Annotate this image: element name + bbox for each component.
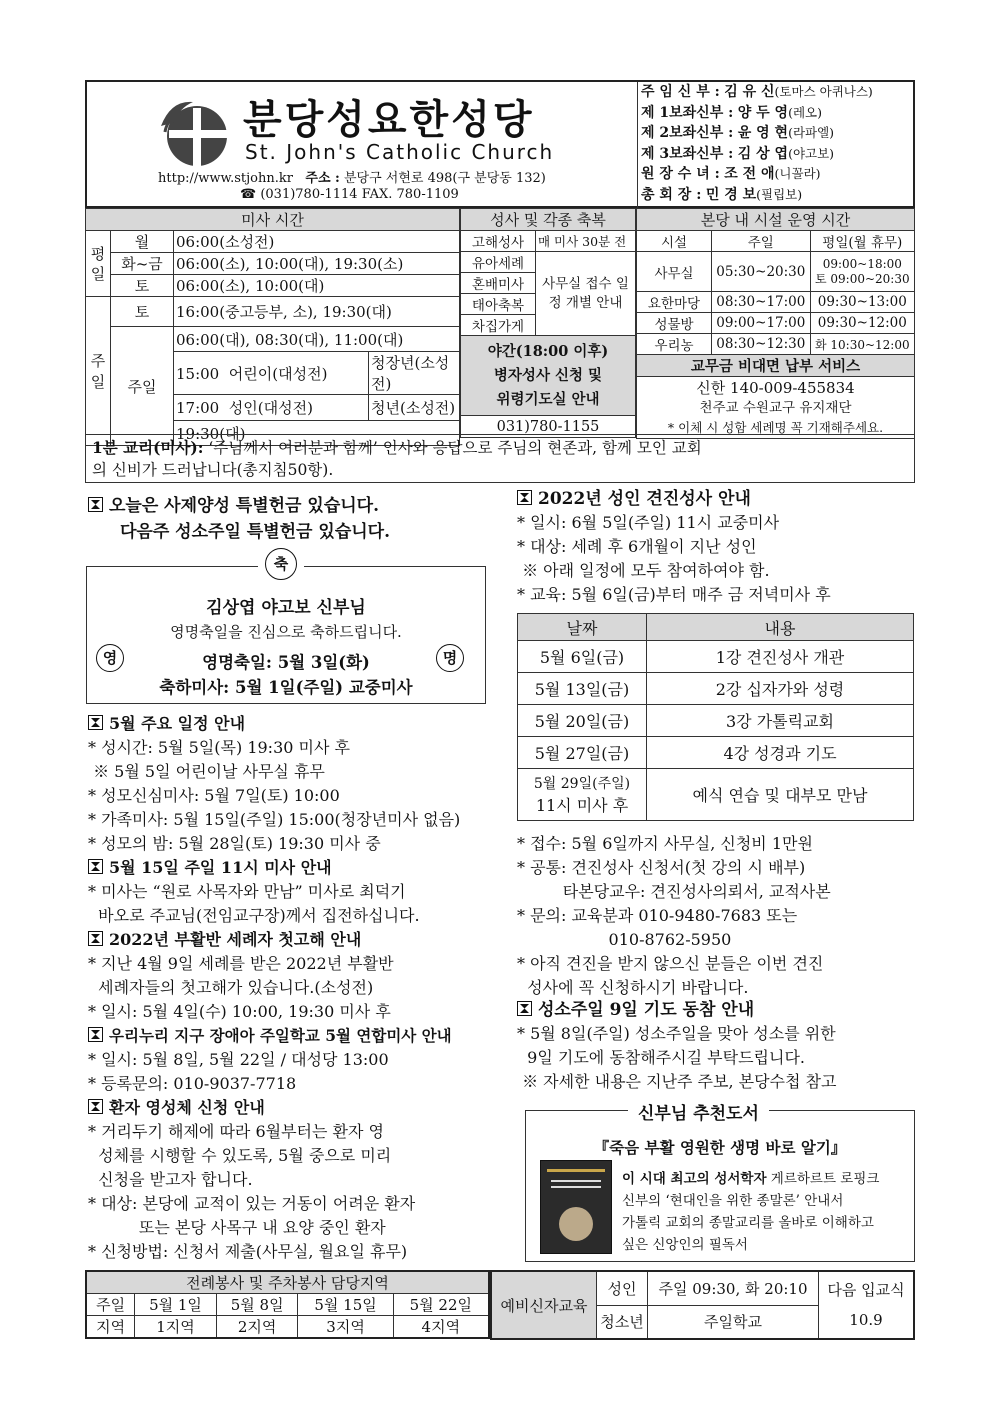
- duty-cell: 지역: [86, 1316, 135, 1339]
- church-english-name: St. John's Catholic Church: [245, 140, 555, 164]
- mass-time: 19:30(대): [174, 421, 460, 446]
- mass-time: 06:00(소성전): [174, 231, 460, 253]
- notice-line: 타본당교우: 견진성사의뢰서, 교적사본: [517, 882, 831, 901]
- sacrament-item: 태아축복: [461, 294, 536, 315]
- mass-title: 미사 시간: [86, 209, 460, 231]
- section-title: 5월 15일 주일 11시 미사 안내: [88, 856, 488, 880]
- section-mark-icon: [88, 859, 103, 874]
- youth-class: 주일학교: [648, 1305, 819, 1339]
- sacrament-item: 유아세례: [461, 252, 536, 273]
- duty-cell: 5월 15일: [298, 1294, 393, 1316]
- confirmation-details: [517, 832, 917, 1000]
- sunday-label: 주일: [86, 297, 111, 446]
- notice-line: * 아직 견진을 받지 않으신 분들은 이번 견진: [517, 954, 824, 973]
- vocation-title: 성소주일 9일 기도 동참 안내: [538, 1000, 755, 1020]
- congrats-mass: 축하미사: 5월 1일(주일) 교중미사: [159, 678, 413, 697]
- book-title: 『죽음 부활 영원한 생명 바로 알기』: [593, 1138, 847, 1157]
- notice-line: * 가족미사: 5월 15일(주일) 15:00(청장년미사 없음): [88, 810, 461, 829]
- collection-notice: 오늘은 사제양성 특별헌금 있습니다. 다음주 성소주일 특별헌금 있습니다.: [88, 493, 390, 545]
- youth-label: 청소년: [597, 1305, 648, 1339]
- notice-line: * 일시: 5월 8일, 5월 22일 / 대성당 13:00: [88, 1050, 389, 1069]
- mass-day: 화~금: [111, 253, 174, 275]
- facility-header: 평일(월 휴무): [810, 231, 914, 252]
- notice-line: * 문의: 교육분과 010-9480-7683 또는: [517, 906, 798, 925]
- notice-line: * 거리두기 해제에 따라 6월부터는 환자 영: [88, 1122, 384, 1141]
- table-content: 4강 성경과 기도: [647, 737, 914, 769]
- notice-line: * 접수: 5월 6일까지 사무실, 신청비 1만원: [517, 834, 813, 853]
- facility-sunday: 08:30~12:30: [712, 334, 811, 355]
- table-date: 5월 29일(주일) 11시 미사 후: [518, 769, 647, 821]
- donation-info: 신한 140-009-455834 천주교 수원교구 유지재단 * 이체 시 성함 세례명 꼭 기재해주세요.: [637, 377, 915, 439]
- mass-time-table: [85, 208, 460, 446]
- section-title: 2022년 부활반 세례자 첫고해 안내: [88, 928, 488, 952]
- donation-title: 교무금 비대면 납부 서비스: [637, 355, 915, 377]
- clergy-item: 제 1보좌신부 : 양 두 영(레오): [641, 104, 822, 121]
- congrats-name: 김상엽 야고보 신부님: [206, 598, 366, 618]
- table-content: 3강 가톨릭교회: [647, 705, 914, 737]
- notice-line: * 등록문의: 010-9037-7718: [88, 1074, 297, 1093]
- section-mark-icon: [88, 715, 103, 730]
- book-header: 신부님 추천도서: [628, 1099, 769, 1124]
- facility-header: 시설: [637, 231, 712, 252]
- catechumen-label: 예비신자교육: [491, 1271, 597, 1339]
- confirmation-title: 2022년 성인 견진성사 안내: [538, 489, 751, 509]
- notice-line: * 성시간: 5월 5일(목) 19:30 미사 후: [88, 738, 350, 757]
- mass-time: 15:00 어린이(대성전): [174, 352, 369, 395]
- mass-day: 월: [111, 231, 174, 253]
- congrats-left-char: 영: [96, 644, 124, 672]
- book-description: 이 시대 최고의 성서학자 게르하르트 로핑크 신부의 ‘현대인을 위한 종말론’ 안내서 가톨릭 교회의 종말교리를 올바로 이해하고 싶은 신앙인의 필독서: [622, 1171, 880, 1253]
- notice-line: * 일시: 5월 4일(수) 10:00, 19:30 미사 후: [88, 1002, 391, 1021]
- notice-line: ※ 5월 5일 어린이날 사무실 휴무: [88, 762, 325, 781]
- church-title: 분당성요한성당: [243, 97, 535, 143]
- table-header: 내용: [647, 614, 914, 641]
- table-content: 예식 연습 및 대부모 만남: [647, 769, 914, 821]
- duty-cell: 주일: [86, 1294, 135, 1316]
- catechumen-table: [490, 1270, 915, 1340]
- congrats-badge-icon: 축: [258, 548, 304, 586]
- weekday-label: 평일: [86, 231, 111, 297]
- facility-weekday: 09:30~12:00: [810, 313, 914, 334]
- mass-day: 토: [111, 275, 174, 297]
- notice-line: * 대상: 세례 후 6개월이 지난 성인: [517, 537, 757, 556]
- notice-line: ※ 아래 일정에 모두 참여하여야 함.: [517, 561, 770, 580]
- table-date: 5월 20일(금): [518, 705, 647, 737]
- notice-line: * 교육: 5월 6일(금)부터 매주 금 저녁미사 후: [517, 585, 831, 604]
- section-mark-icon: [517, 490, 532, 505]
- notice-line: 010-8762-5950: [517, 930, 732, 949]
- notice-line: * 미사는 “원로 사목자와 만남” 미사로 최덕기: [88, 882, 406, 901]
- facility-sunday: 09:00~17:00: [712, 313, 811, 334]
- facility-name: 우리농: [637, 334, 712, 355]
- notice-line: 9일 기도에 동참해주시길 부탁드립니다.: [517, 1048, 805, 1067]
- website-link[interactable]: http://www.stjohn.kr: [158, 171, 293, 186]
- confession-time: 매 미사 30분 전: [536, 231, 636, 252]
- duty-cell: 3지역: [298, 1316, 393, 1339]
- duty-cell: 5월 8일: [216, 1294, 298, 1316]
- section-title: 우리누리 지구 장애아 주일학교 5월 연합미사 안내: [88, 1024, 488, 1048]
- clergy-item: 총 회 장 : 민 경 보(필립보): [641, 186, 803, 203]
- header-address-line: [158, 167, 546, 186]
- sacraments-table: [460, 208, 636, 438]
- mass-time: 청장년(소성전): [369, 352, 460, 395]
- table-content: 1강 견진성사 개관: [647, 641, 914, 673]
- congrats-date: 영명축일: 5월 3일(화): [202, 653, 370, 672]
- mass-day: 주일: [111, 327, 174, 446]
- facility-name: 사무실: [637, 252, 712, 292]
- mass-time: 청년(소성전): [369, 395, 460, 421]
- confession-label: 고해성사: [461, 231, 536, 252]
- notice-line: * 성모신심미사: 5월 7일(토) 10:00: [88, 786, 340, 805]
- book-cover-image: [540, 1160, 612, 1254]
- address: 분당구 서현로 498(구 분당동 132): [343, 171, 546, 186]
- notice-line: 성사에 꼭 신청하시기 바랍니다.: [517, 978, 749, 997]
- clergy-item: 제 3보좌신부 : 김 상 엽(야고보): [641, 145, 835, 162]
- section-mark-icon: [88, 931, 103, 946]
- mass-time: 06:00(대), 08:30(대), 11:00(대): [174, 327, 460, 352]
- sacrament-item: 혼배미사: [461, 273, 536, 294]
- church-logo: [157, 96, 227, 168]
- facility-name: 요한마당: [637, 292, 712, 313]
- mass-time: 16:00(중고등부, 소), 19:30(대): [174, 297, 460, 327]
- notice-line: ※ 자세한 내용은 지난주 주보, 본당수첩 참고: [517, 1072, 837, 1091]
- mass-time: 06:00(소), 10:00(대), 19:30(소): [174, 253, 460, 275]
- section-title: 환자 영성체 신청 안내: [88, 1096, 488, 1120]
- catechism-label: 1분 교리(미사):: [92, 438, 204, 457]
- table-content: 2강 십자가와 성령: [647, 673, 914, 705]
- duty-cell: 1지역: [135, 1316, 217, 1339]
- congrats-content: [86, 596, 486, 700]
- table-date: 5월 6일(금): [518, 641, 647, 673]
- confirmation-table: [517, 613, 914, 821]
- notice-line: * 지난 4월 9일 세례를 받은 2022년 부활반: [88, 954, 394, 973]
- section-mark-icon: [517, 1001, 532, 1016]
- facility-weekday: 09:00~18:00 토 09:00~20:30: [810, 252, 914, 292]
- adult-label: 성인: [597, 1271, 648, 1305]
- sacraments-title: 성사 및 각종 축복: [461, 209, 636, 231]
- facility-table: [636, 208, 915, 439]
- catechism-text: ‘주님께서 여러분과 함께’ 인사와 응답으로 주님의 현존과, 함께 모인 교회: [203, 439, 702, 457]
- mass-time: 17:00 성인(대성전): [174, 395, 369, 421]
- clergy-list: [637, 82, 917, 208]
- table-date: 5월 13일(금): [518, 673, 647, 705]
- table-date: 5월 27일(금): [518, 737, 647, 769]
- notice-line: 신청을 받고자 합니다.: [88, 1170, 253, 1189]
- notice-line: * 공통: 견진성사 신청서(첫 강의 시 배부): [517, 858, 806, 877]
- notice-line: * 5월 8일(주일) 성소주일을 맞아 성소를 위한: [517, 1024, 836, 1043]
- notice-line: 세례자들의 첫고해가 있습니다.(소성전): [88, 978, 374, 997]
- clergy-item: 원 장 수 녀 : 조 전 애(니꼴라): [641, 166, 821, 182]
- facility-weekday: 화 10:30~12:00: [810, 334, 914, 355]
- mass-time: 06:00(소), 10:00(대): [174, 275, 460, 297]
- section-mark-icon: [88, 497, 103, 512]
- office-note: 사무실 접수 일정 개별 안내: [536, 252, 636, 336]
- duty-cell: 4지역: [393, 1316, 489, 1339]
- night-phone: 031)780-1155: [461, 416, 636, 438]
- adult-time: 주일 09:30, 화 20:10: [648, 1271, 819, 1305]
- clergy-item: 주 임 신 부 : 김 유 신(토마스 아퀴나스): [641, 84, 873, 100]
- facility-name: 성물방: [637, 313, 712, 334]
- notice-line: * 성모의 밤: 5월 28일(토) 19:30 미사 중: [88, 834, 381, 853]
- duty-cell: 5월 1일: [135, 1294, 217, 1316]
- sacrament-item: 차집가게: [461, 315, 536, 336]
- facility-header: 주일: [712, 231, 811, 252]
- catechism-text-2: 의 신비가 드러납니다(총지침50항).: [92, 461, 334, 479]
- facility-weekday: 09:30~13:00: [810, 292, 914, 313]
- address-label: 주소 :: [305, 171, 340, 186]
- notice-line: 성체를 시행할 수 있도록, 5월 중으로 미리: [88, 1146, 392, 1165]
- phone-fax: ☎ (031)780-1114 FAX. 780-1109: [240, 187, 459, 202]
- facility-title: 본당 내 시설 운영 시간: [637, 209, 915, 231]
- table-header: 날짜: [518, 614, 647, 641]
- duty-table: [85, 1270, 490, 1339]
- duty-title: 전례봉사 및 주차봉사 담당지역: [86, 1271, 489, 1294]
- section-mark-icon: [88, 1027, 103, 1042]
- catechism-box: [85, 434, 915, 483]
- left-sections: [88, 712, 488, 1264]
- section-title: 5월 주요 일정 안내: [88, 712, 488, 736]
- duty-cell: 2지역: [216, 1316, 298, 1339]
- next-entrance: 다음 입교식 10.9: [819, 1271, 915, 1339]
- section-mark-icon: [88, 1099, 103, 1114]
- notice-line: 또는 본당 사목구 내 요양 중인 환자: [88, 1218, 386, 1237]
- notice-line: 바오로 주교님(전임교구장)께서 집전하십니다.: [88, 906, 420, 925]
- mass-day: 토: [111, 297, 174, 327]
- congrats-right-char: 명: [436, 644, 464, 672]
- notice-line: * 대상: 본당에 교적이 있는 거동이 어려운 환자: [88, 1194, 416, 1213]
- notice-line: * 일시: 6월 5일(주일) 11시 교중미사: [517, 513, 780, 532]
- facility-sunday: 05:30~20:30: [712, 252, 811, 292]
- clergy-item: 제 2보좌신부 : 윤 영 현(라파엘): [641, 125, 835, 141]
- duty-cell: 5월 22일: [393, 1294, 489, 1316]
- facility-sunday: 08:30~17:00: [712, 292, 811, 313]
- night-sacrament-info: 야간(18:00 이후) 병자성사 신청 및 위령기도실 안내: [461, 336, 636, 416]
- notice-line: * 신청방법: 신청서 제출(사무실, 월요일 휴무): [88, 1242, 408, 1261]
- congrats-message: 영명축일을 진심으로 축하드립니다.: [170, 623, 402, 641]
- vocation-section: [517, 998, 917, 1094]
- confirmation-section: [517, 487, 917, 607]
